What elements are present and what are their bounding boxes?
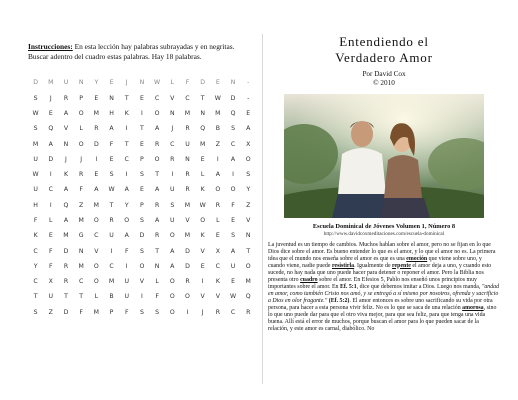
letter-cell: O <box>93 262 99 270</box>
letter-cell: Z <box>246 201 251 209</box>
keyword-resistirla: resistirla <box>331 262 355 269</box>
letter-cell: M <box>63 232 69 240</box>
letter-cell: D <box>93 140 99 148</box>
body-text-5: sobre el amor. En Efesios 5, Pablo nos enseñó unos principios muy importantes sobre el amor. En <box>268 276 477 290</box>
letter-cell: I <box>110 247 113 255</box>
letter-cell: I <box>125 125 128 133</box>
letter-cell: E <box>215 79 220 87</box>
letter-cell: C <box>170 140 175 148</box>
letter-cell: D <box>33 79 38 87</box>
letter-cell: F <box>124 308 129 316</box>
letter-cell: R <box>109 217 114 224</box>
letter-cell: H <box>33 201 38 209</box>
letter-cell: A <box>154 125 160 133</box>
letter-cell: C <box>154 94 160 102</box>
letter-cell: D <box>185 247 190 255</box>
letter-cell: I <box>171 171 174 179</box>
letter-cell: K <box>215 278 220 286</box>
letter-cell: Y <box>124 201 129 209</box>
letter-cell: O <box>245 262 251 270</box>
letter-cell: C <box>33 278 38 286</box>
letter-cell: C <box>124 155 129 163</box>
letter-cell: V <box>170 94 175 102</box>
letter-cell: O <box>93 217 99 224</box>
letter-cell: S <box>139 247 144 255</box>
letter-cell: S <box>155 308 160 316</box>
letter-cell: L <box>200 171 205 179</box>
letter-cell: N <box>185 155 190 163</box>
letter-cell: A <box>124 232 129 240</box>
letter-cell: T <box>155 171 159 179</box>
letter-cell: V <box>94 247 99 255</box>
letter-cell: Q <box>48 125 54 133</box>
body-text-4: el amor deja a uno, y cuando esto sucede, no hay nada que uno puede hacer para detener o reponer el amor. Pero la Biblia nos presenta otro <box>268 262 492 283</box>
letter-cell: - <box>247 79 250 87</box>
letter-cell: U <box>33 186 38 194</box>
letter-cell: W <box>199 201 206 209</box>
letter-cell: N <box>230 79 236 87</box>
letter-cell: E <box>200 155 205 163</box>
letter-cell: R <box>154 140 160 148</box>
letter-cell: M <box>245 278 251 286</box>
letter-cell: D <box>63 247 69 255</box>
keyword-amorosa: amorosa <box>462 305 484 312</box>
letter-cell: A <box>109 125 114 133</box>
letter-cell: X <box>48 278 53 286</box>
letter-cell: J <box>80 155 83 163</box>
letter-cell: P <box>140 155 144 163</box>
body-text-3: . Igualmente de <box>354 262 393 269</box>
letter-cell: C <box>185 94 190 102</box>
letter-cell: W <box>108 186 115 194</box>
body-text-6: , dice que debemos imitar a Dios. Luego nos manda, <box>356 283 482 290</box>
letter-cell: Z <box>215 140 220 148</box>
letter-cell: O <box>185 293 190 301</box>
letter-cell: A <box>170 262 175 270</box>
letter-cell: D <box>230 94 236 102</box>
letter-cell: Y <box>246 186 251 194</box>
letter-cell: O <box>245 155 251 163</box>
copyright-year: © 2010 <box>373 78 395 87</box>
letter-cell: A <box>124 186 129 194</box>
letter-cell: M <box>93 109 100 117</box>
letter-cell: L <box>79 125 83 133</box>
lesson-body <box>268 242 500 334</box>
letter-cell: O <box>78 109 84 117</box>
letter-cell: I <box>125 171 128 179</box>
letter-cell: O <box>230 186 236 194</box>
letter-cell: J <box>171 125 174 133</box>
letter-cell: I <box>201 278 204 286</box>
letter-cell: C <box>215 262 220 270</box>
letter-cell: J <box>49 94 52 102</box>
letter-cell: Z <box>48 308 53 316</box>
body-text-8: , sino lo que uno puede dar para que el otro viva mejor, para que sea feliz, para que tenga una vida buena. Allí está el error de muchos, porque buscan el amor para lo que pueden sacar de la relación, y este amor es carnal, diabólico. No <box>268 305 497 333</box>
letter-cell: D <box>48 155 54 163</box>
letter-cell: M <box>108 278 115 286</box>
instructions-label: Instrucciones: <box>28 42 73 51</box>
letter-cell: R <box>185 278 190 286</box>
letter-cell: N <box>200 109 205 117</box>
letter-cell: L <box>49 217 53 224</box>
letter-cell: R <box>79 171 84 179</box>
letter-cell: D <box>185 262 190 270</box>
letter-cell: K <box>124 109 129 117</box>
letter-cell: W <box>32 171 39 179</box>
scripture-ref-1: Ef. 5:1 <box>339 283 357 290</box>
letter-cell: E <box>48 232 53 240</box>
series-caption: Escuela Dominical de Jóvenes Volumen 1, Número 8 <box>312 223 456 231</box>
letter-cell: S <box>33 94 38 102</box>
letter-cell: O <box>93 278 99 286</box>
letter-cell: R <box>215 201 220 209</box>
letter-cell: J <box>65 155 67 163</box>
letter-cell: M <box>32 140 39 148</box>
letter-cell: M <box>199 140 206 148</box>
letter-cell: E <box>109 79 114 87</box>
letter-cell: W <box>32 109 39 117</box>
letter-cell: V <box>185 217 190 224</box>
letter-cell: N <box>139 79 145 87</box>
letter-cell: O <box>200 217 206 224</box>
letter-cell: S <box>109 171 114 179</box>
letter-cell: I <box>216 155 219 163</box>
letter-cell: - <box>247 94 250 102</box>
letter-cell: F <box>79 308 83 316</box>
letter-cell: I <box>95 155 98 163</box>
letter-cell: M <box>215 109 221 117</box>
letter-cell: P <box>79 94 84 102</box>
letter-cell: M <box>184 109 191 117</box>
letter-cell: D <box>200 79 206 87</box>
letter-cell: O <box>169 232 175 240</box>
letter-cell: U <box>170 217 175 224</box>
lesson-title-line2: Verdadero Amor <box>335 50 433 65</box>
letter-cell: S <box>139 308 144 316</box>
letter-cell: K <box>63 171 68 179</box>
letter-cell: S <box>139 217 144 224</box>
letter-cell: T <box>140 125 144 133</box>
letter-cell: E <box>48 109 53 117</box>
letter-cell: L <box>170 79 174 87</box>
letter-cell: A <box>63 217 69 224</box>
letter-cell: R <box>154 232 160 240</box>
letter-cell: N <box>245 232 251 240</box>
letter-cell: E <box>139 186 144 194</box>
letter-cell: U <box>170 186 175 194</box>
letter-cell: Q <box>230 109 236 117</box>
letter-cell: C <box>48 186 53 194</box>
letter-cell: E <box>231 217 235 224</box>
letter-cell: D <box>63 308 69 316</box>
author-block <box>268 70 500 87</box>
letter-cell: F <box>231 201 235 209</box>
letter-cell: A <box>48 140 53 148</box>
letter-cell: O <box>154 155 160 163</box>
letter-cell: W <box>214 94 221 102</box>
letter-cell: O <box>169 308 175 316</box>
letter-cell: Q <box>200 125 206 133</box>
letter-cell: V <box>215 293 220 301</box>
letter-cell: V <box>63 125 69 133</box>
letter-cell: V <box>200 247 205 255</box>
letter-cell: I <box>140 293 143 301</box>
letter-cell: S <box>231 125 235 133</box>
letter-cell: O <box>169 293 175 301</box>
letter-cell: R <box>63 262 69 270</box>
letter-cell: F <box>79 186 83 194</box>
column-divider <box>262 34 263 384</box>
letter-cell: I <box>49 171 52 179</box>
letter-cell: T <box>79 293 84 301</box>
letter-cell: R <box>185 186 190 194</box>
letter-cell: A <box>94 186 99 194</box>
letter-cell: T <box>33 293 38 301</box>
letter-cell: I <box>232 171 234 179</box>
letter-cell: A <box>63 109 69 117</box>
letter-cell: Z <box>79 201 84 209</box>
letter-cell: C <box>94 232 99 240</box>
letter-cell: E <box>94 94 99 102</box>
letter-cell: U <box>63 79 69 87</box>
letter-cell: T <box>155 247 159 255</box>
letter-cell: K <box>33 232 38 240</box>
letter-cell: N <box>78 247 84 255</box>
letter-cell: C <box>78 278 84 286</box>
letter-cell: A <box>154 186 160 194</box>
letter-cell: E <box>139 94 144 102</box>
letter-cell: A <box>215 171 220 179</box>
word-search-column <box>28 42 256 320</box>
body-text-1: La juventud es un tiempo de cambios. Muchos hablan sobre el amor, pero no se fijan en lo que Dios dice sobre el amor. Es bueno entender lo que es el amor, y lo que el amor no es. La primera idea que el mundo nos enseña sobre el amor es que es una <box>268 241 496 262</box>
letter-cell: C <box>33 247 38 255</box>
letter-cell: O <box>215 186 221 194</box>
letter-cell: E <box>94 171 99 179</box>
letter-cell: F <box>49 262 53 270</box>
letter-cell: T <box>109 201 114 209</box>
letter-cell: R <box>63 278 69 286</box>
letter-cell: D <box>139 232 145 240</box>
letter-cell: I <box>140 109 143 117</box>
letter-cell: R <box>215 308 220 316</box>
letter-cell: J <box>125 79 128 87</box>
letter-cell: W <box>154 79 161 87</box>
letter-cell: A <box>63 186 69 194</box>
letter-cell: N <box>63 140 69 148</box>
letter-cell: U <box>48 293 54 301</box>
letter-cell: G <box>78 232 84 240</box>
letter-cell: M <box>93 308 100 316</box>
letter-cell: E <box>139 140 144 148</box>
couple-photo <box>284 94 484 218</box>
letter-cell: E <box>200 262 205 270</box>
letter-cell: F <box>33 217 38 224</box>
letter-cell: P <box>109 308 114 316</box>
letter-cell: M <box>78 217 84 224</box>
letter-cell: E <box>109 155 114 163</box>
letter-cell: T <box>200 94 205 102</box>
letter-cell: M <box>93 201 100 209</box>
letter-cell: F <box>109 140 114 148</box>
letter-cell: A <box>246 125 251 133</box>
letter-cell: V <box>139 278 145 286</box>
letter-cell: N <box>154 262 160 270</box>
letter-cell: Y <box>94 79 99 87</box>
letter-cell: B <box>109 293 114 301</box>
letter-cell: L <box>155 278 159 286</box>
keyword-cuadro: cuadro <box>300 276 318 283</box>
lesson-column <box>268 34 500 339</box>
letter-cell: E <box>246 109 251 117</box>
letter-cell: H <box>109 109 114 117</box>
letter-cell: L <box>94 293 99 301</box>
letter-cell: M <box>184 201 191 209</box>
letter-cell: O <box>139 262 145 270</box>
letter-cell: K <box>200 232 205 240</box>
letter-cell: N <box>169 109 175 117</box>
letter-cell: S <box>33 125 38 133</box>
letter-cell: E <box>215 232 220 240</box>
letter-cell: S <box>33 308 38 316</box>
letter-cell: R <box>246 308 251 316</box>
letter-cell: P <box>140 201 144 209</box>
letter-cell: R <box>154 201 160 209</box>
letter-cell: M <box>48 79 54 87</box>
letter-cell: S <box>231 232 235 240</box>
letter-cell: F <box>49 247 53 255</box>
letter-cell: M <box>78 262 84 270</box>
letter-cell: O <box>154 109 160 117</box>
letter-cell: W <box>229 293 237 301</box>
lesson-title-line1: Entendiendo el <box>339 34 429 49</box>
letter-cell: O <box>124 217 130 224</box>
letter-cell: U <box>230 262 236 270</box>
keyword-repente: repente <box>392 262 411 269</box>
letter-cell: T <box>246 247 251 255</box>
letter-cell: T <box>64 293 68 301</box>
letter-cell: Q <box>245 293 251 301</box>
letter-cell: C <box>230 140 236 148</box>
letter-cell: N <box>78 79 84 87</box>
scripture-quote: "andad en amor, como también Cristo nos amó, y se entregó a sí mismo por nosotros, ofrenda y sacrificio a Dios en olor fragante." <box>268 283 500 304</box>
letter-cell: R <box>170 155 175 163</box>
letter-cell: U <box>124 278 129 286</box>
letter-cell: N <box>109 94 114 102</box>
letter-cell: R <box>94 125 99 133</box>
letter-cell: J <box>201 308 204 316</box>
body-text-2: que viene sobre uno, y cuando viene, nadie puede <box>268 255 482 269</box>
source-url: http://www.davidcoxmeditaciones.com/escuela-dominical <box>323 230 445 237</box>
letter-cell: R <box>63 94 69 102</box>
letter-cell: O <box>169 278 175 286</box>
letter-cell: I <box>125 262 128 270</box>
letter-cell: C <box>109 262 114 270</box>
letter-cell: F <box>185 79 190 87</box>
instructions <box>28 42 256 61</box>
letter-cell: R <box>185 125 190 133</box>
letter-cell: K <box>200 186 205 194</box>
letter-cell: U <box>109 232 114 240</box>
letter-cell: L <box>216 217 220 224</box>
word-search-grid <box>28 75 256 320</box>
scripture-ref-2: (Ef. 5:2) <box>328 297 350 304</box>
letter-cell: C <box>230 308 236 316</box>
letter-cell: T <box>124 140 129 148</box>
body-text-7: . El amor entonces es sobre uno sacrificando su vida por otra persona, para hacer a esta persona vivir feliz. No es lo que se saca de una relación <box>268 297 493 312</box>
keyword-emocion: emoción <box>406 255 428 262</box>
letter-cell: Q <box>63 201 69 209</box>
letter-cell: F <box>155 293 159 301</box>
letter-cell: U <box>185 140 190 148</box>
letter-cell: S <box>139 171 144 179</box>
letter-cell: Y <box>33 262 38 270</box>
letter-cell: I <box>186 308 189 316</box>
letter-cell: F <box>124 247 129 255</box>
letter-cell: A <box>154 217 160 224</box>
letter-cell: S <box>246 171 251 179</box>
letter-cell: I <box>49 201 52 209</box>
letter-cell: A <box>230 155 236 163</box>
letter-cell: R <box>185 171 190 179</box>
letter-cell: T <box>124 94 129 102</box>
instructions-text: En esta lección hay palabras subrayadas y en negritas. Buscar adentro del cuadro estas palabras. Hay 18 palabras. <box>28 42 235 61</box>
letter-cell: S <box>170 201 175 209</box>
lesson-title <box>268 34 500 66</box>
letter-cell: M <box>184 232 191 240</box>
letter-cell: V <box>200 293 205 301</box>
letter-cell: X <box>246 140 251 148</box>
letter-cell: B <box>215 125 220 133</box>
letter-cell: O <box>78 140 84 148</box>
author-name: Por David Cox <box>362 70 406 78</box>
letter-cell: A <box>170 247 175 255</box>
letter-cell: E <box>231 278 235 286</box>
letter-cell: X <box>215 247 220 255</box>
letter-cell: U <box>33 155 38 163</box>
letter-cell: V <box>246 217 251 224</box>
letter-cell: A <box>230 247 236 255</box>
letter-cell: U <box>124 293 129 301</box>
